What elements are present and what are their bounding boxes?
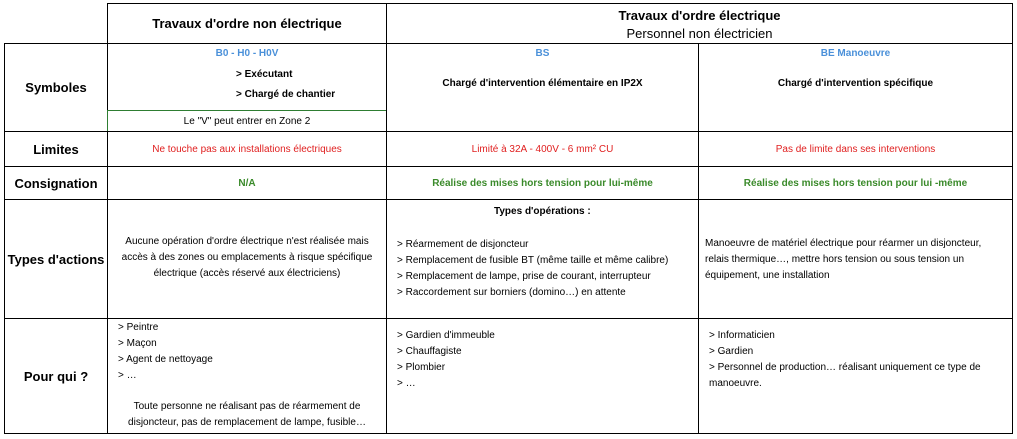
- pour-qui-col1-item: > Agent de nettoyage: [118, 354, 213, 365]
- symboles-col1-item-executant: > Exécutant: [236, 69, 293, 80]
- types-actions-col3-line: relais thermique…, mettre hors tension ou sous tension un: [705, 254, 965, 265]
- pour-qui-col2-item: > Plombier: [397, 362, 446, 373]
- symboles-col3-desc: Chargé d'intervention spécifique: [777, 78, 934, 89]
- symboles-col1-item-chantier: > Chargé de chantier: [236, 89, 336, 100]
- pour-qui-col1-note: Toute personne ne réalisant pas de réarmement de: [133, 401, 361, 412]
- row-label-types-actions: [4, 199, 108, 319]
- types-actions-col3-line: Manoeuvre de matériel électrique pour réarmer un disjoncteur,: [705, 238, 982, 249]
- consignation-col1: [107, 166, 387, 200]
- row-label-consignation-text: Consignation: [14, 175, 98, 191]
- types-operations-title: Types d'opérations :: [494, 206, 591, 217]
- operation-item: > Réarmement de disjoncteur: [397, 239, 529, 250]
- limites-col2: [386, 131, 699, 167]
- pour-qui-col3-item: > Informaticien: [709, 330, 775, 341]
- limites-col3-text: Pas de limite dans ses interventions: [775, 143, 936, 155]
- zone2-note-text: Le "V" peut entrer en Zone 2: [183, 115, 311, 127]
- row-label-consignation: [4, 166, 108, 200]
- limites-col2-text: Limité à 32A - 400V - 6 mm² CU: [471, 143, 614, 155]
- pour-qui-col2-item: > Gardien d'immeuble: [397, 330, 495, 341]
- pour-qui-col1-item: > …: [118, 370, 137, 381]
- types-actions-col1-line: électrique (accès réservé aux électriciens): [153, 268, 341, 279]
- zone2-note: [107, 110, 387, 132]
- consignation-col3-text: Réalise des mises hors tension pour lui -même: [743, 177, 968, 189]
- row-label-symboles: [4, 43, 108, 132]
- header-col2: [386, 3, 1013, 44]
- types-actions-col2: [386, 199, 699, 319]
- pour-qui-col2-item: > Chauffagiste: [397, 346, 462, 357]
- row-label-limites-text: Limites: [33, 141, 79, 157]
- types-actions-col3-line: équipement, une installation: [705, 270, 830, 281]
- limites-col1: [107, 131, 387, 167]
- pour-qui-col3: [698, 318, 1013, 434]
- symboles-col3-code: BE Manoeuvre: [820, 48, 891, 59]
- types-actions-col1-line: accès à des zones ou emplacements à risque spécifique: [121, 252, 373, 263]
- pour-qui-col1-note: disjoncteur, pas de remplacement de lampe, fusible…: [128, 417, 366, 428]
- types-actions-col1: [107, 199, 387, 319]
- consignation-col3: [698, 166, 1013, 200]
- row-label-pour-qui-text: Pour qui ?: [23, 368, 89, 384]
- consignation-col2: [386, 166, 699, 200]
- symboles-col2-code: BS: [535, 48, 550, 59]
- consignation-col2-text: Réalise des mises hors tension pour lui-même: [432, 177, 653, 189]
- types-actions-col3: [698, 199, 1013, 319]
- header-col2-subtitle: Personnel non électricien: [626, 26, 773, 41]
- pour-qui-col1-item: > Maçon: [118, 338, 157, 349]
- symboles-col2: [386, 43, 699, 132]
- symboles-col2-desc: Chargé d'intervention élémentaire en IP2X: [442, 78, 643, 89]
- operation-item: > Remplacement de fusible BT (même taille et même calibre): [397, 255, 669, 266]
- header-col1: [107, 3, 387, 44]
- header-col2-title: Travaux d'ordre électrique: [618, 8, 781, 23]
- limites-col3: [698, 131, 1013, 167]
- row-label-pour-qui: [4, 318, 108, 434]
- consignation-col1-text: N/A: [238, 177, 256, 189]
- row-label-limites: [4, 131, 108, 167]
- row-label-symboles-text: Symboles: [25, 80, 87, 95]
- pour-qui-col3-item: manoeuvre.: [709, 378, 762, 389]
- header-col1-title: Travaux d'ordre non électrique: [152, 16, 342, 31]
- pour-qui-col3-item: > Personnel de production… réalisant uniquement ce type de: [709, 362, 981, 373]
- pour-qui-col1: [107, 318, 387, 434]
- pour-qui-col1-item: > Peintre: [118, 322, 159, 333]
- symboles-col3: [698, 43, 1013, 132]
- pour-qui-col3-item: > Gardien: [709, 346, 754, 357]
- symboles-col1-code: B0 - H0 - H0V: [215, 48, 279, 59]
- limites-col1-text: Ne touche pas aux installations électriques: [152, 143, 342, 155]
- types-actions-col1-line: Aucune opération d'ordre électrique n'est réalisée mais: [125, 236, 369, 247]
- pour-qui-col2: [386, 318, 699, 434]
- pour-qui-col2-item: > …: [397, 378, 416, 389]
- row-label-types-actions-text: Types d'actions: [7, 251, 105, 267]
- operation-item: > Raccordement sur borniers (domino…) en attente: [397, 287, 626, 298]
- operation-item: > Remplacement de lampe, prise de courant, interrupteur: [397, 271, 651, 282]
